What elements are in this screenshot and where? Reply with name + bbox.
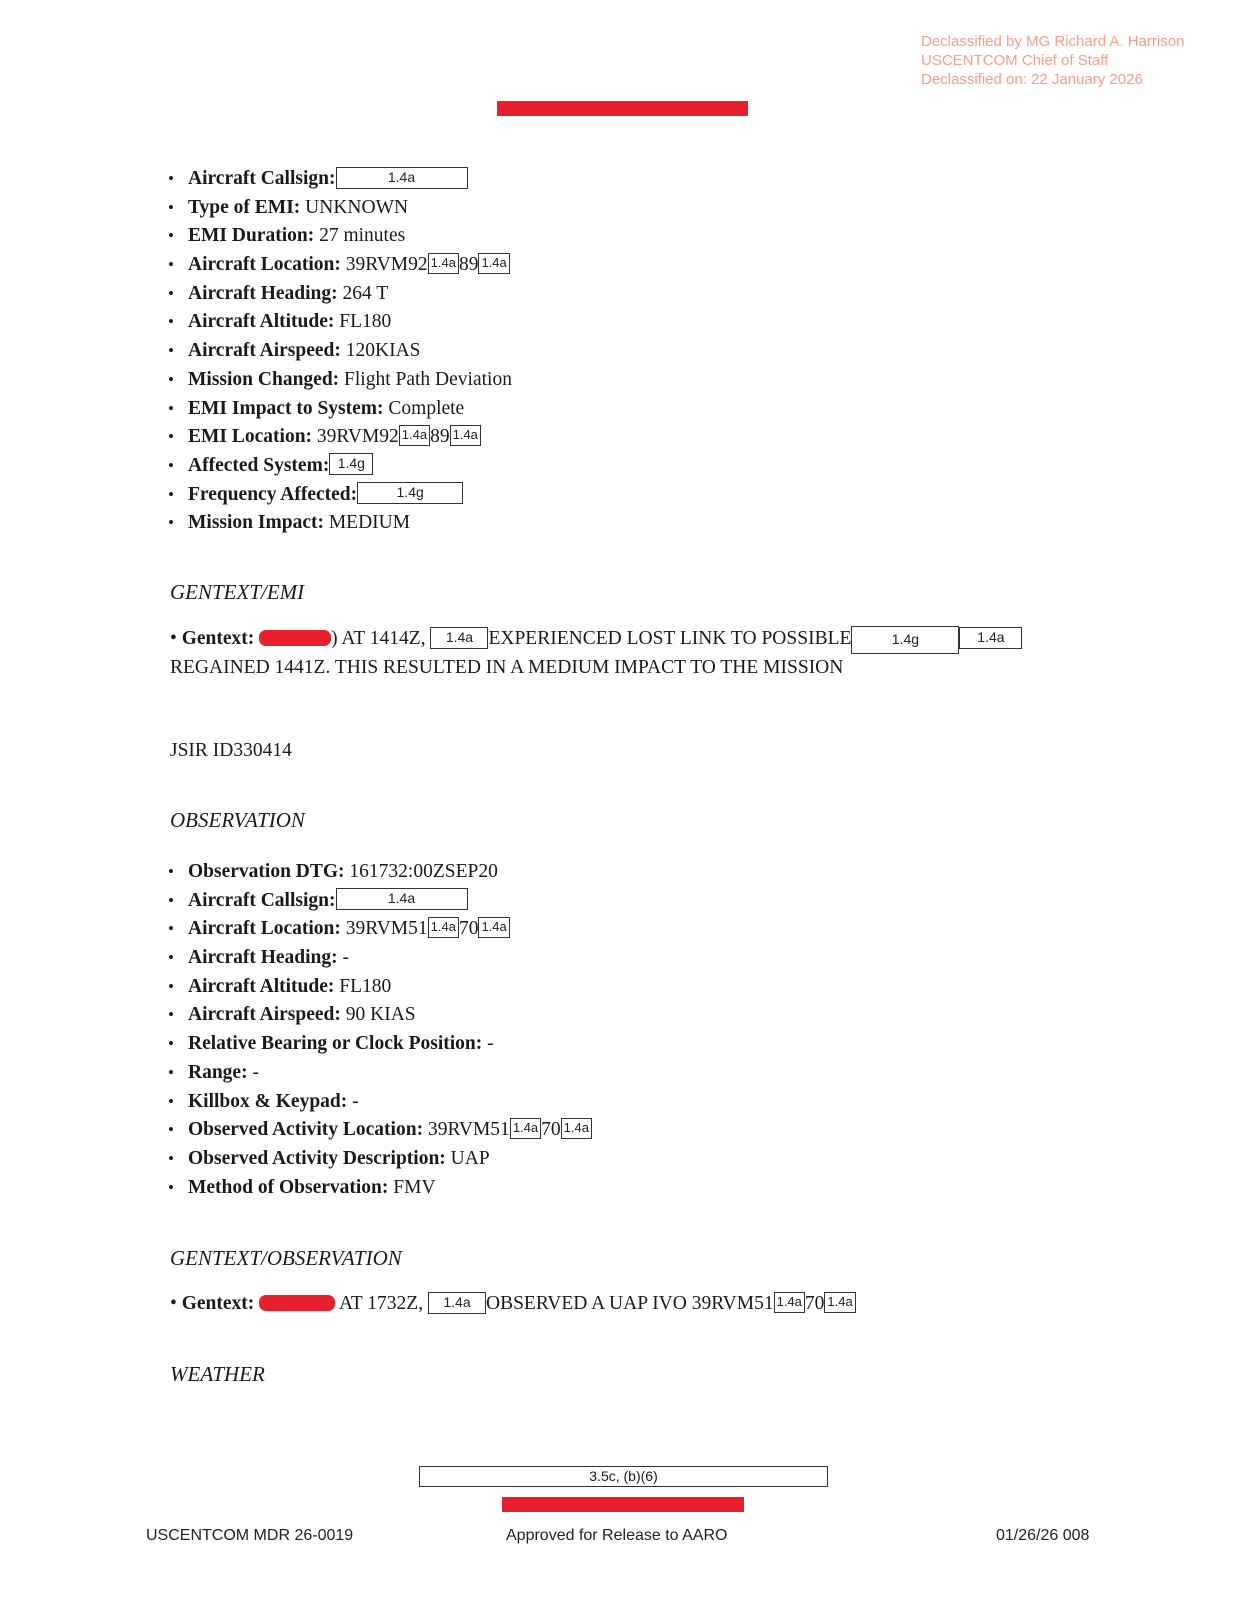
list-item: • Method of Observation: FMV xyxy=(168,1174,1088,1203)
redaction-box: 1.4a xyxy=(430,627,488,649)
gentext-observation-paragraph: • Gentext: AT 1732Z, 1.4a OBSERVED A UAP IVO 39RVM51 1.4a 70 1.4a xyxy=(170,1290,856,1319)
classification-redaction-top xyxy=(497,101,748,116)
redaction-box: 1.4a xyxy=(510,1118,541,1139)
emi-field-list xyxy=(168,165,1088,538)
footer-redaction-box: 3.5c, (b)(6) xyxy=(419,1466,828,1487)
footer-date-code: 01/26/26 008 xyxy=(996,1527,1090,1544)
list-item: • Aircraft Airspeed: 90 KIAS xyxy=(168,1001,1088,1030)
list-item: • Aircraft Altitude: FL180 xyxy=(168,308,1088,337)
list-item: • Mission Changed: Flight Path Deviation xyxy=(168,366,1088,395)
redaction-box: 1.4a xyxy=(478,917,509,938)
section-heading-gentext-emi: GENTEXT/EMI xyxy=(170,580,305,604)
section-heading-weather: WEATHER xyxy=(170,1362,265,1386)
footer-approval: Approved for Release to AARO xyxy=(506,1527,728,1544)
section-heading-gentext-observation: GENTEXT/OBSERVATION xyxy=(170,1246,402,1270)
list-item: • Aircraft Altitude: FL180 xyxy=(168,973,1088,1002)
list-item: • Observed Activity Description: UAP xyxy=(168,1145,1088,1174)
list-item: • Affected System: 1.4g xyxy=(168,452,1088,481)
redaction-box: 1.4a xyxy=(336,888,468,910)
list-item: • Relative Bearing or Clock Position: - xyxy=(168,1030,1088,1059)
observation-field-list xyxy=(168,858,1088,1202)
classification-redaction-bottom xyxy=(502,1497,744,1512)
redaction-box: 1.4a xyxy=(450,425,481,446)
redaction-mark xyxy=(259,1295,335,1311)
list-item: • Aircraft Airspeed: 120KIAS xyxy=(168,337,1088,366)
declass-line-3: Declassified on: 22 January 2026 xyxy=(921,71,1143,88)
redaction-box: 1.4a xyxy=(428,1292,486,1314)
redaction-box: 1.4a xyxy=(336,167,468,189)
redaction-box: 1.4g xyxy=(329,453,373,475)
list-item: • Aircraft Location: 39RVM51 1.4a 70 1.4a xyxy=(168,915,1088,944)
list-item: • EMI Impact to System: Complete xyxy=(168,395,1088,424)
list-item: • Range: - xyxy=(168,1059,1088,1088)
list-item: • Aircraft Location: 39RVM92 1.4a 89 1.4a xyxy=(168,251,1088,280)
gentext-emi-paragraph: • Gentext: ) AT 1414Z, 1.4a EXPERIENCED LOST LINK TO POSSIBLE 1.4g 1.4a REGAINED 1441Z. THIS RESULTED IN A MEDIUM IMPACT TO THE MISSION xyxy=(170,625,1022,682)
list-item: • Mission Impact: MEDIUM xyxy=(168,509,1088,538)
declass-line-2: USCENTCOM Chief of Staff xyxy=(921,52,1109,69)
list-item: • Type of EMI: UNKNOWN xyxy=(168,194,1088,223)
list-item: • Killbox & Keypad: - xyxy=(168,1088,1088,1117)
footer-mdr-number: USCENTCOM MDR 26-0019 xyxy=(146,1527,354,1544)
list-item: • Aircraft Heading: 264 T xyxy=(168,280,1088,309)
list-item: • Aircraft Callsign: 1.4a xyxy=(168,887,1088,916)
declassification-stamp xyxy=(921,32,1184,89)
list-item: • EMI Duration: 27 minutes xyxy=(168,222,1088,251)
redaction-box: 1.4a xyxy=(774,1292,805,1313)
list-item: • EMI Location: 39RVM92 1.4a 89 1.4a xyxy=(168,423,1088,452)
list-item: • Frequency Affected: 1.4g xyxy=(168,481,1088,510)
redaction-box: 1.4a xyxy=(478,253,509,274)
redaction-box: 1.4a xyxy=(428,253,459,274)
declass-line-1: Declassified by MG Richard A. Harrison xyxy=(921,33,1185,50)
list-item: • Observation DTG: 161732:00ZSEP20 xyxy=(168,858,1088,887)
redaction-box: 1.4a xyxy=(399,425,430,446)
redaction-box: 1.4a xyxy=(428,917,459,938)
list-item: • Aircraft Callsign: 1.4a xyxy=(168,165,1088,194)
list-item: • Observed Activity Location: 39RVM51 1.4a 70 1.4a xyxy=(168,1116,1088,1145)
redaction-box: 1.4g xyxy=(357,482,463,504)
jsir-id: JSIR ID330414 xyxy=(170,740,292,761)
redaction-box: 1.4a xyxy=(824,1292,855,1313)
redaction-box: 1.4g xyxy=(851,626,959,654)
redaction-box: 1.4a xyxy=(959,627,1022,649)
redaction-box: 1.4a xyxy=(561,1118,592,1139)
redaction-mark xyxy=(259,630,331,646)
section-heading-observation: OBSERVATION xyxy=(170,808,305,832)
list-item: • Aircraft Heading: - xyxy=(168,944,1088,973)
